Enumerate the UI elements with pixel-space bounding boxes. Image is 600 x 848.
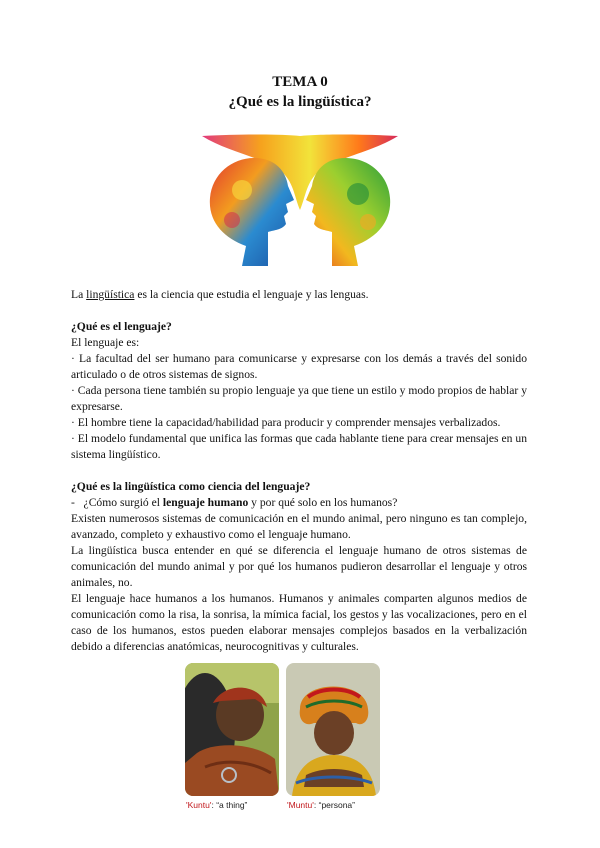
paragraph: Existen numerosos sistemas de comunicación en el mundo animal, pero ninguno es tan complejo, avanzado, completo y exhaustivo como el lenguaje humano.: [71, 512, 527, 541]
list-item: · Cada persona tiene también su propio lenguaje ya que tiene un estilo y modo propios de hablar y expresarse.: [71, 384, 527, 413]
colorful-heads-illustration: [202, 134, 398, 266]
paragraph: El lenguaje hace humanos a los humanos. Humanos y animales comparten algunos medios de comunicación como la risa, la sonrisa, la mímica facial, los gestos y las vocalizaciones, pero en el caso de los humanos, estos pueden elaborar mensajes complejos basados en la verbalización debido a diferencias anatómicas, neurocognitivas y culturales.: [71, 592, 527, 653]
caption-word: 'Muntu': [287, 800, 314, 810]
question-bold-term: lenguaje humano: [162, 496, 249, 509]
caption-gloss: “persona”: [318, 800, 355, 810]
photo-girl-headscarf: [286, 663, 380, 796]
list-item: · El hombre tiene la capacidad/habilidad para producir y comprender mensajes verbalizados.: [71, 416, 501, 429]
question-text-end: y por qué solo en los humanos?: [248, 496, 398, 509]
caption-separator: :: [313, 800, 319, 810]
section1-lead: El lenguaje es:: [71, 336, 140, 349]
section-heading-lenguaje: ¿Qué es el lenguaje?: [71, 320, 172, 333]
list-item: · El modelo fundamental que unifica las formas que cada hablante tiene para crear mensajes en un sistema lingüístico.: [71, 432, 527, 461]
paragraph: La lingüística busca entender en qué se diferencia el lenguaje humano de otros sistemas de comunicación del mundo animal y por qué los humanos pudieron desarrollar el lenguaje y otros animales, no.: [71, 544, 527, 589]
caption-separator: :: [211, 800, 217, 810]
intro-text-end: es la ciencia que estudia el lenguaje y las lenguas.: [134, 288, 369, 301]
photo-sleeping-child: [185, 663, 279, 796]
question-text-start: - ¿Cómo surgió el: [71, 496, 163, 509]
caption-gloss: “a thing”: [216, 800, 248, 810]
page-title: TEMA 0: [272, 74, 328, 90]
intro-paragraph: [71, 287, 527, 303]
caption-kuntu: [186, 800, 247, 810]
list-item: · La facultad del ser humano para comunicarse y expresarse con los demás a través del sonido articulado o de otros sistemas de signos.: [71, 352, 527, 381]
section2-question: [71, 495, 527, 511]
caption-word: 'Kuntu': [186, 800, 212, 810]
page-subtitle: ¿Qué es la lingüística?: [228, 94, 372, 110]
term-linguistica: lingüística: [86, 288, 135, 301]
caption-muntu: [287, 800, 355, 810]
section-heading-ciencia: ¿Qué es la lingüística como ciencia del lenguaje?: [71, 480, 311, 493]
intro-text-start: La: [71, 288, 87, 301]
